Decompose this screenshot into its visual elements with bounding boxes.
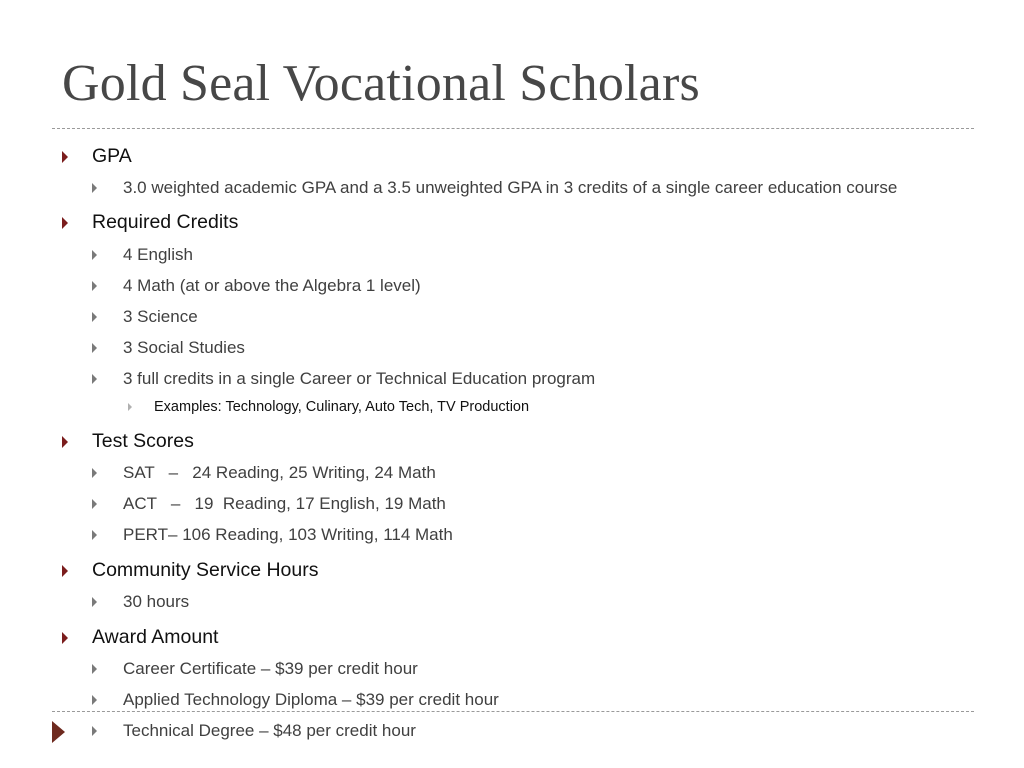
section-community-service bbox=[62, 559, 318, 582]
section-award-amount bbox=[62, 626, 218, 649]
list-item bbox=[92, 525, 453, 545]
list-item bbox=[92, 178, 897, 198]
list-item bbox=[92, 276, 421, 296]
list-item-text: 3 Science bbox=[123, 307, 198, 326]
list-item bbox=[92, 463, 436, 483]
section-test-scores bbox=[62, 430, 194, 453]
bullet-triangle-icon bbox=[92, 312, 97, 322]
bullet-triangle-icon bbox=[62, 632, 68, 644]
section-heading: Test Scores bbox=[92, 430, 194, 452]
bullet-triangle-icon bbox=[92, 726, 97, 736]
bullet-triangle-icon bbox=[92, 281, 97, 291]
list-item-text: Technical Degree – $48 per credit hour bbox=[123, 721, 416, 740]
list-item bbox=[92, 307, 198, 327]
list-item-text: 3.0 weighted academic GPA and a 3.5 unweighted GPA in 3 credits of a single career education course bbox=[123, 178, 898, 197]
section-heading: Award Amount bbox=[92, 626, 219, 648]
bullet-triangle-icon bbox=[92, 343, 97, 353]
list-item-text: 30 hours bbox=[123, 592, 190, 611]
bullet-triangle-icon bbox=[92, 695, 97, 705]
bullet-triangle-icon bbox=[92, 597, 97, 607]
bullet-triangle-icon bbox=[92, 374, 97, 384]
list-item-text: 3 Social Studies bbox=[123, 338, 245, 357]
bullet-triangle-icon bbox=[92, 183, 97, 193]
section-gpa bbox=[62, 145, 132, 168]
list-item-text: Applied Technology Diploma – $39 per credit hour bbox=[123, 690, 499, 709]
list-item bbox=[92, 338, 245, 358]
bullet-triangle-icon bbox=[92, 530, 97, 540]
list-item bbox=[92, 369, 595, 389]
list-item-text: 4 Math (at or above the Algebra 1 level) bbox=[123, 276, 421, 295]
list-item bbox=[92, 494, 446, 514]
list-item bbox=[92, 659, 418, 679]
bullet-triangle-icon bbox=[92, 468, 97, 478]
bullet-triangle-icon bbox=[92, 250, 97, 260]
bullet-triangle-icon bbox=[62, 217, 68, 229]
section-required-credits bbox=[62, 211, 238, 234]
bullet-triangle-icon bbox=[62, 565, 68, 577]
bullet-triangle-icon bbox=[62, 151, 68, 163]
bullet-triangle-icon bbox=[128, 403, 132, 411]
list-item-text: PERT– 106 Reading, 103 Writing, 114 Math bbox=[123, 525, 453, 544]
section-heading: GPA bbox=[92, 145, 132, 167]
list-item bbox=[92, 245, 193, 265]
bullet-triangle-icon bbox=[92, 664, 97, 674]
list-item-text: 4 English bbox=[123, 245, 193, 264]
sub-list-item-text: Examples: Technology, Culinary, Auto Tech, TV Production bbox=[154, 399, 530, 415]
next-slide-icon[interactable] bbox=[52, 721, 65, 743]
list-item-text: Career Certificate – $39 per credit hour bbox=[123, 659, 418, 678]
list-item-text: 3 full credits in a single Career or Technical Education program bbox=[123, 369, 596, 388]
slide-title: Gold Seal Vocational Scholars bbox=[62, 55, 700, 112]
list-item bbox=[92, 592, 189, 612]
list-item bbox=[92, 721, 416, 741]
section-heading: Community Service Hours bbox=[92, 559, 319, 581]
bullet-triangle-icon bbox=[92, 499, 97, 509]
sub-list-item bbox=[128, 399, 529, 415]
section-heading: Required Credits bbox=[92, 211, 239, 233]
footer-divider bbox=[52, 711, 974, 712]
bullet-triangle-icon bbox=[62, 436, 68, 448]
list-item-text: ACT – 19 Reading, 17 English, 19 Math bbox=[123, 494, 446, 513]
title-divider bbox=[52, 128, 974, 129]
list-item bbox=[92, 690, 499, 710]
list-item-text: SAT – 24 Reading, 25 Writing, 24 Math bbox=[123, 463, 436, 482]
